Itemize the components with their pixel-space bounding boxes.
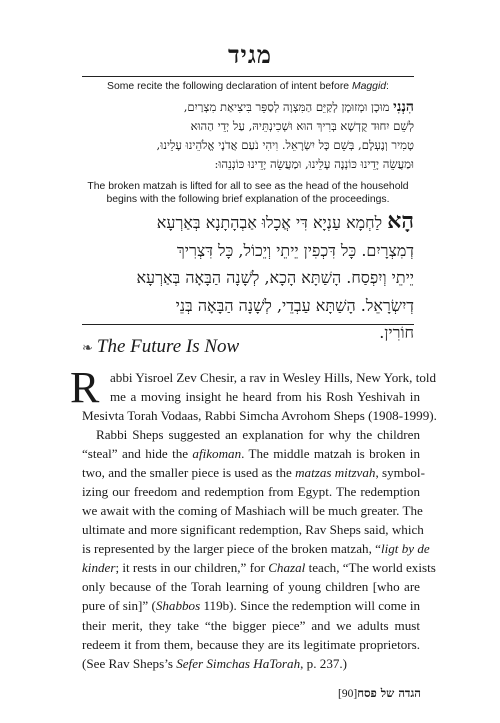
drop-cap: R — [70, 363, 100, 412]
commentary-line: ultimate and more significant redemption, Rav Sheps said, which — [82, 522, 424, 538]
commentary-paragraph-1a — [110, 368, 437, 406]
ha-lachma-line: חוֹרִין. — [379, 323, 414, 342]
leaf-ornament-icon: ❧ — [82, 340, 93, 355]
commentary-paragraph-1b — [82, 406, 437, 673]
declaration-line: לְשֵׁם יִחוּד קֻדְשָׁא בְּרִיךְ הוּא וּשְׁכִינְתֵּיהּ, עַל יְדֵי הַהוּא — [190, 119, 414, 133]
commentary-line: we await with the coming of Mashiach will be much greater. The — [82, 503, 423, 519]
ha-lachma-line: דְמִצְרָיִם. כָּל דִּכְפִין יֵיתֵי וְיֵכוֹל, כָּל דִּצְרִיךְ — [176, 240, 414, 260]
commentary-line: (See Rav Sheps’s Sefer Simchas HaTorah, p. 237.) — [82, 655, 348, 671]
commentary-line: pure of sin]” (Shabbos 119b). Since the redemption will come in — [82, 598, 421, 614]
commentary-line: Rabbi Sheps suggested an explanation for why the children — [96, 427, 420, 443]
declaration-opening-word: הִנְנִי — [393, 99, 414, 115]
commentary-line: “steal” and hide the afikoman. The middle matzah is broken in — [82, 446, 420, 462]
page-number: [90] — [338, 688, 358, 700]
commentary-line: Mesivta Torah Vodaas, Rabbi Simcha Avrohom Sheps (1908-1999). — [82, 408, 437, 423]
commentary-line: abbi Yisroel Zev Chesir, a rav in Wesley Hills, New York, told — [110, 370, 437, 385]
title-divider — [82, 76, 414, 77]
commentary-line: kinder; it rests in our children,” for Chazal teach, “The world exists — [82, 560, 436, 576]
ha-lachma-opening-word: הָא — [387, 208, 414, 234]
commentary-line: only because of the Torah learning of young children [who are — [82, 579, 420, 595]
ha-lachma-line: דְיִשְׂרָאֵל. הָשַׁתָּא עַבְדֵי, לְשָׁנָה הַבָּאָה בְּנֵי — [175, 295, 414, 315]
commentary-line: is represented by the larger piece of the broken matzah, “ligt by de — [82, 541, 430, 557]
footer-book-title: הגדה של פסח — [357, 686, 421, 700]
declaration-line: טָמִיר וְנֶעְלָם, בְּשֵׁם כָּל יִשְׂרָאֵל. וִיהִי נֹעַם אֲדֹנָי אֱלֹהֵינוּ עָלֵינוּ, — [156, 138, 414, 152]
declaration-line: הִנְנִי מוּכָן וּמְזוּמָן לְקַיֵּם הַמִּצְוָה לְסַפֵּר בִּיצִיאַת מִצְרַיִם, — [183, 99, 414, 115]
page-footer — [338, 686, 427, 700]
commentary-line: two, and the smaller piece is used as the matzas mitzvah, symbol- — [82, 465, 425, 481]
page-title: מגיד — [228, 40, 272, 69]
commentary-line: me a moving insight he heard from his Rosh Yeshivah in — [110, 389, 420, 405]
ha-lachma-line: הָא לַחְמָא עַנְיָא דִּי אֲכָלוּ אַבְהָתָנָא בְּאַרְעָא — [156, 208, 414, 234]
declaration-note: Some recite the following declaration of intent before Maggid: — [107, 81, 389, 92]
declaration-line: וּמַעֲשֵׂה יָדֵינוּ כּוֹנְנָה עָלֵינוּ, וּמַעֲשֵׂה יָדֵינוּ כּוֹנְנֵהוּ: — [214, 157, 414, 171]
ha-lachma-note: The broken matzah is lifted for all to see as the head of the household begins with the following brief explanation of the proceedings. — [87, 181, 409, 205]
ha-lachma-hebrew — [82, 208, 414, 347]
section-divider — [82, 324, 414, 325]
commentary-line: redeem it from them, because they are its legitimate proprietors. — [82, 636, 420, 652]
declaration-hebrew — [82, 98, 414, 174]
commentary-line: their merit, they take “the bigger piece” and we adults must — [82, 617, 420, 633]
commentary-line: izing our freedom and redemption from Egypt. The redemption — [82, 484, 420, 500]
ha-lachma-line: יֵיתֵי וְיִפְסַח. הָשַׁתָּא הָכָא, לְשָׁנָה הַבָּאָה בְּאַרְעָא — [136, 268, 414, 287]
section-heading: ❧ The Future Is Now — [82, 336, 240, 357]
